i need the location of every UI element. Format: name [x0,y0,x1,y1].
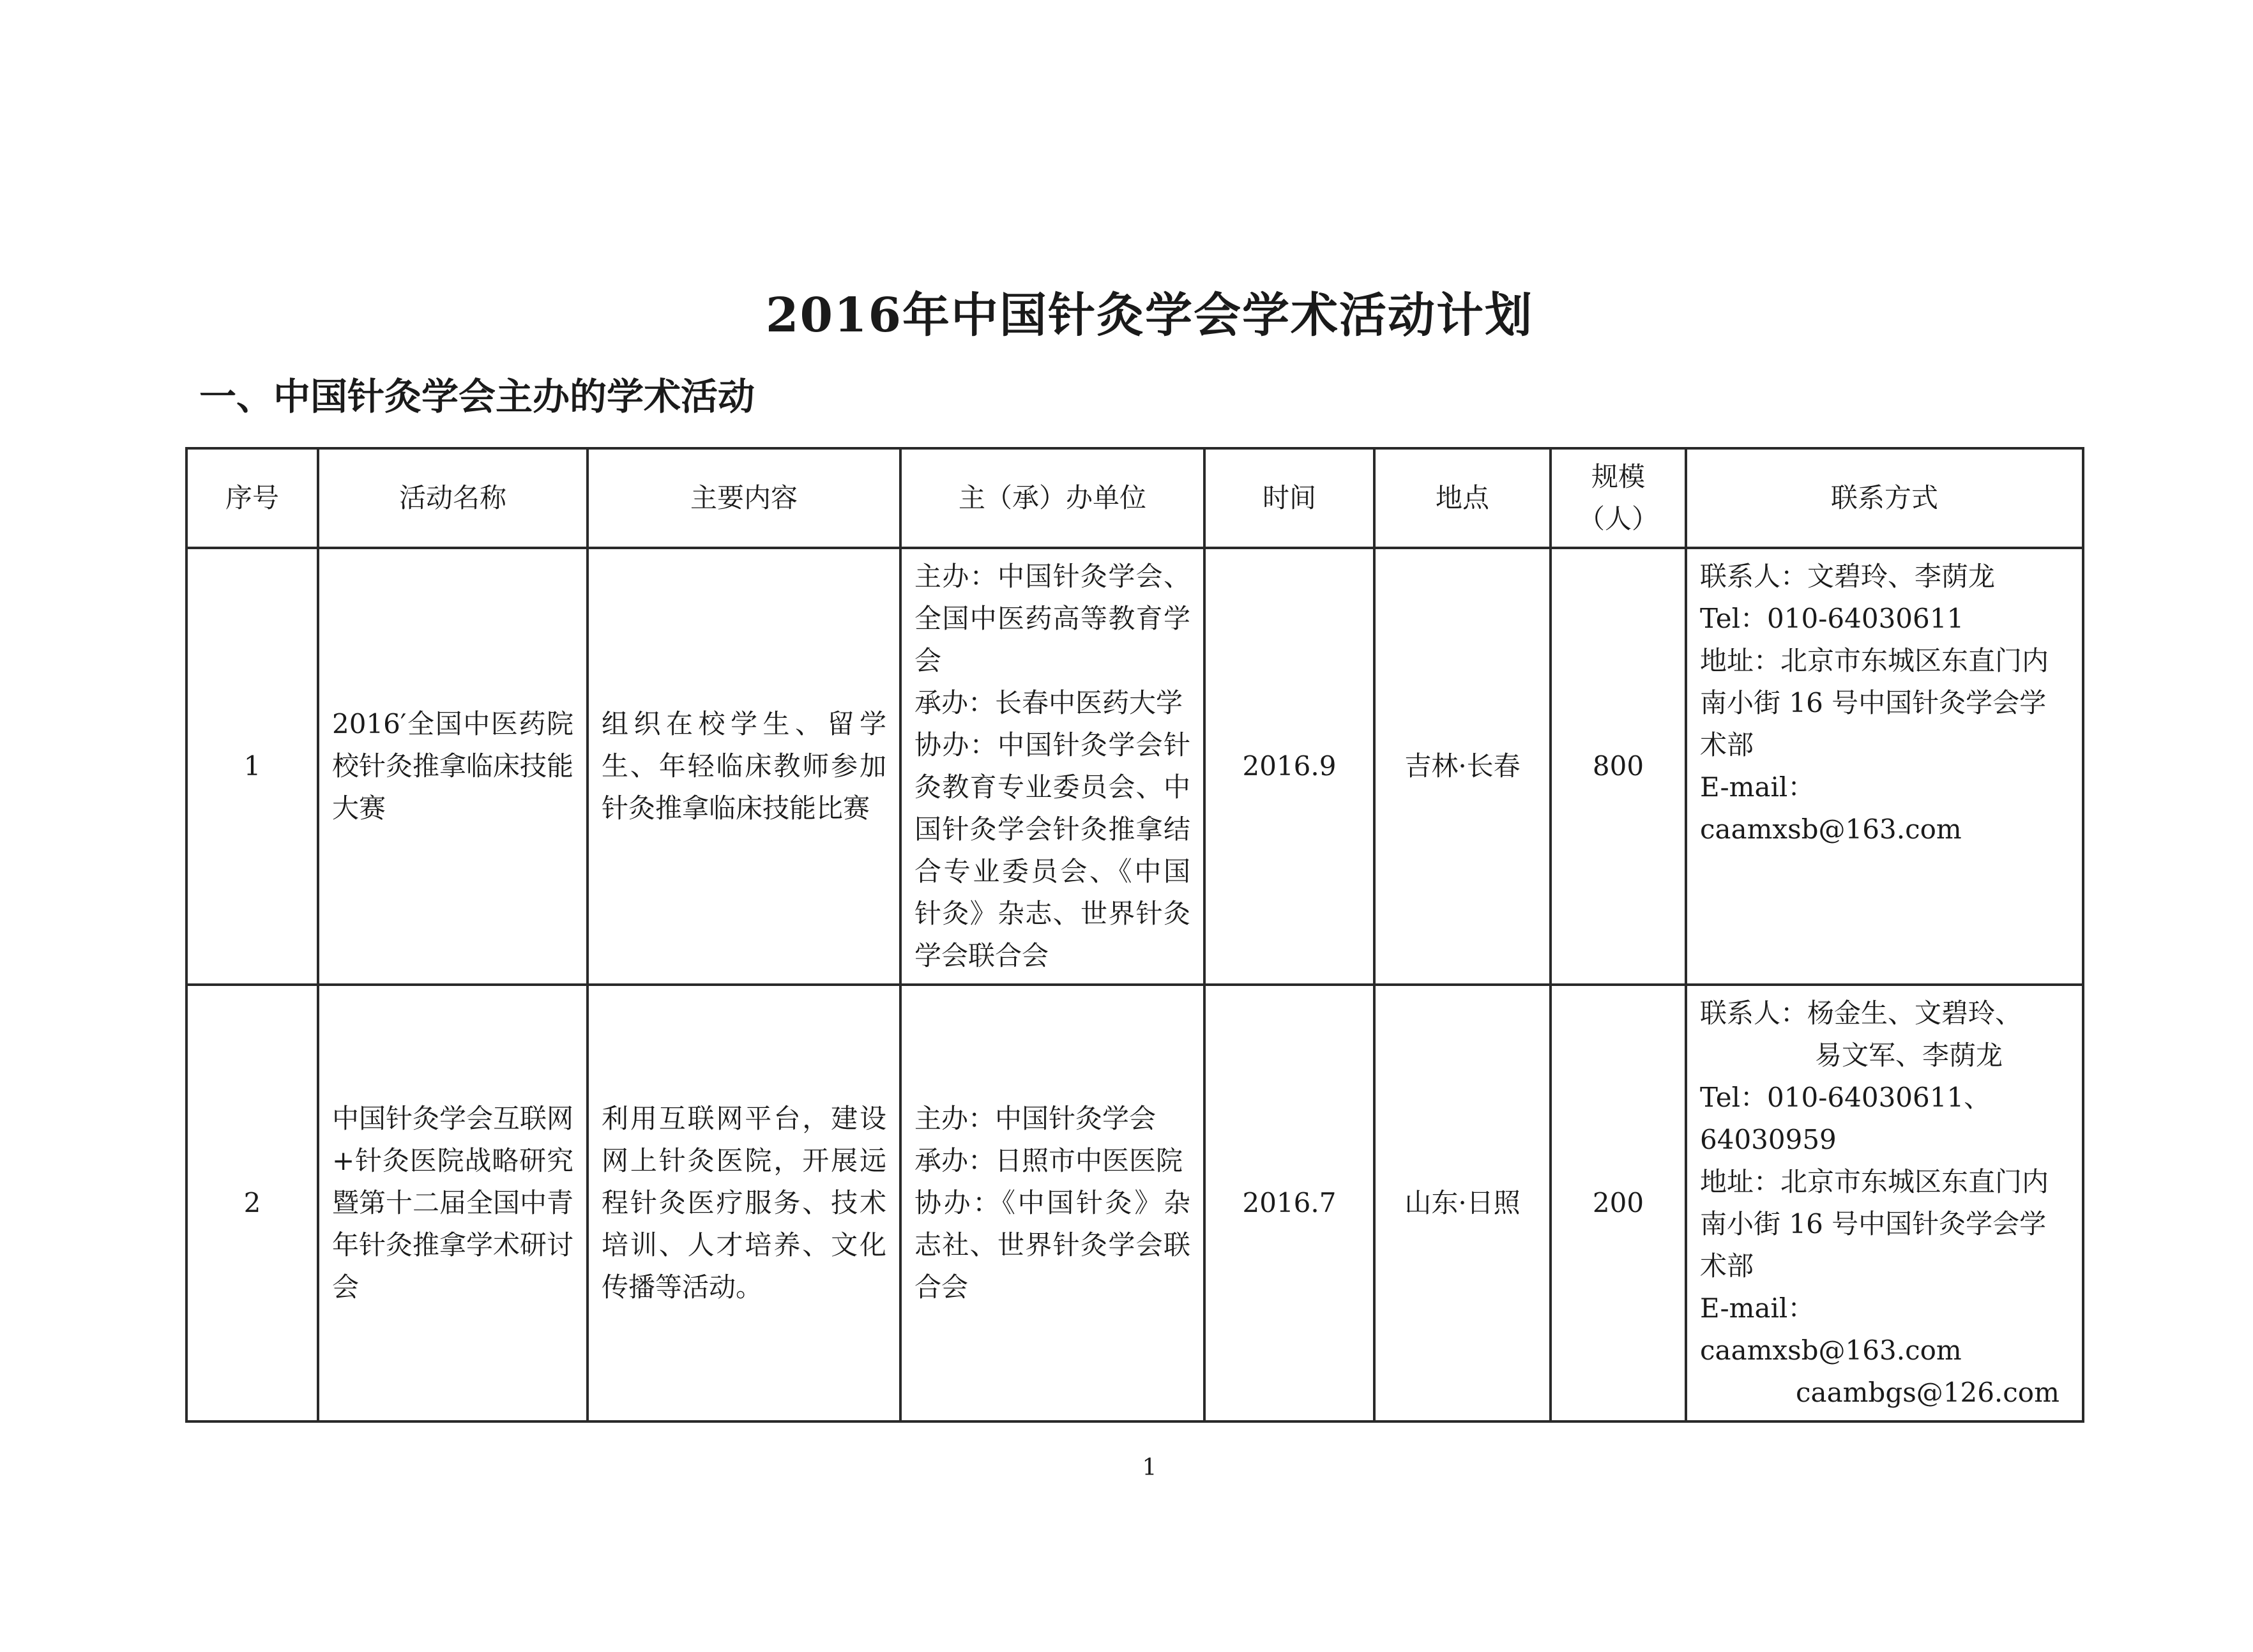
cell-scale: 800 [1551,548,1686,985]
cell-content: 利用互联网平台，建设网上针灸医院，开展远程针灸医疗服务、技术培训、人才培养、文化传播等活动。 [588,985,900,1421]
cell-scale: 200 [1551,985,1686,1421]
header-scale-line1: 规模 [1591,461,1645,492]
table-row [186,985,2083,1421]
header-scale [1551,448,1686,548]
activity-plan-table [185,447,2084,1423]
cell-place: 山东·日照 [1374,985,1551,1421]
contact-person: 联系人：文碧玲、李荫龙 [1700,561,1996,592]
section-heading: 一、中国针灸学会主办的学术活动 [199,375,755,418]
header-no: 序号 [186,448,318,548]
header-time: 时间 [1204,448,1374,548]
header-place: 地点 [1374,448,1551,548]
table-row [186,548,2083,985]
cell-no: 1 [186,548,318,985]
contact-address: 地址：北京市东城区东直门内南小街 16 号中国针灸学会学术部 [1700,645,2049,761]
organizer-undertaker: 承办：长春中医药大学 [914,687,1183,718]
cell-name: 中国针灸学会互联网+针灸医院战略研究暨第十二届全国中青年针灸推拿学术研讨会 [318,985,588,1421]
contact-email-secondary: caambgs@126.com [1796,1377,2060,1408]
header-name: 活动名称 [318,448,588,548]
contact-tel: Tel：010-64030611 [1700,603,1964,634]
cell-organizer [900,985,1204,1421]
organizer-undertaker: 承办：日照市中医医院 [914,1145,1183,1176]
organizer-co-host: 协办：中国针灸学会针灸教育专业委员会、中国针灸学会针灸推拿结合专业委员会、《中国针灸》杂志、世界针灸学会联合会 [914,729,1190,971]
contact-email: E-mail：caamxsb@163.com [1700,771,1962,845]
contact-tel: Tel：010-64030611、64030959 [1700,1082,1991,1155]
page-number: 1 [1142,1455,1157,1481]
cell-no: 2 [186,985,318,1421]
header-contact: 联系方式 [1686,448,2083,548]
contact-person: 联系人：杨金生、文碧玲、 [1700,997,2022,1029]
table-header-row [186,448,2083,548]
cell-place: 吉林·长春 [1374,548,1551,985]
cell-name: 2016′全国中医药院校针灸推拿临床技能大赛 [318,548,588,985]
contact-address: 地址：北京市东城区东直门内南小街 16 号中国针灸学会学术部 [1700,1166,2049,1282]
cell-content: 组织在校学生、留学生、年轻临床教师参加针灸推拿临床技能比赛 [588,548,900,985]
header-organizer: 主（承）办单位 [900,448,1204,548]
organizer-host: 主办：中国针灸学会、全国中医药高等教育学会 [914,561,1190,676]
contact-email: E-mail：caamxsb@163.com [1700,1292,1962,1366]
cell-time: 2016.9 [1204,548,1374,985]
cell-contact [1686,548,2083,985]
cell-organizer [900,548,1204,985]
organizer-co-host: 协办：《中国针灸》杂志社、世界针灸学会联合会 [914,1187,1190,1303]
header-scale-line2: （人） [1577,503,1658,534]
header-content: 主要内容 [588,448,900,548]
document-title: 2016年中国针灸学会学术活动计划 [766,288,1533,343]
cell-contact [1686,985,2083,1421]
contact-person-continued: 易文军、李荫龙 [1815,1040,2003,1071]
organizer-host: 主办：中国针灸学会 [914,1103,1157,1134]
cell-time: 2016.7 [1204,985,1374,1421]
